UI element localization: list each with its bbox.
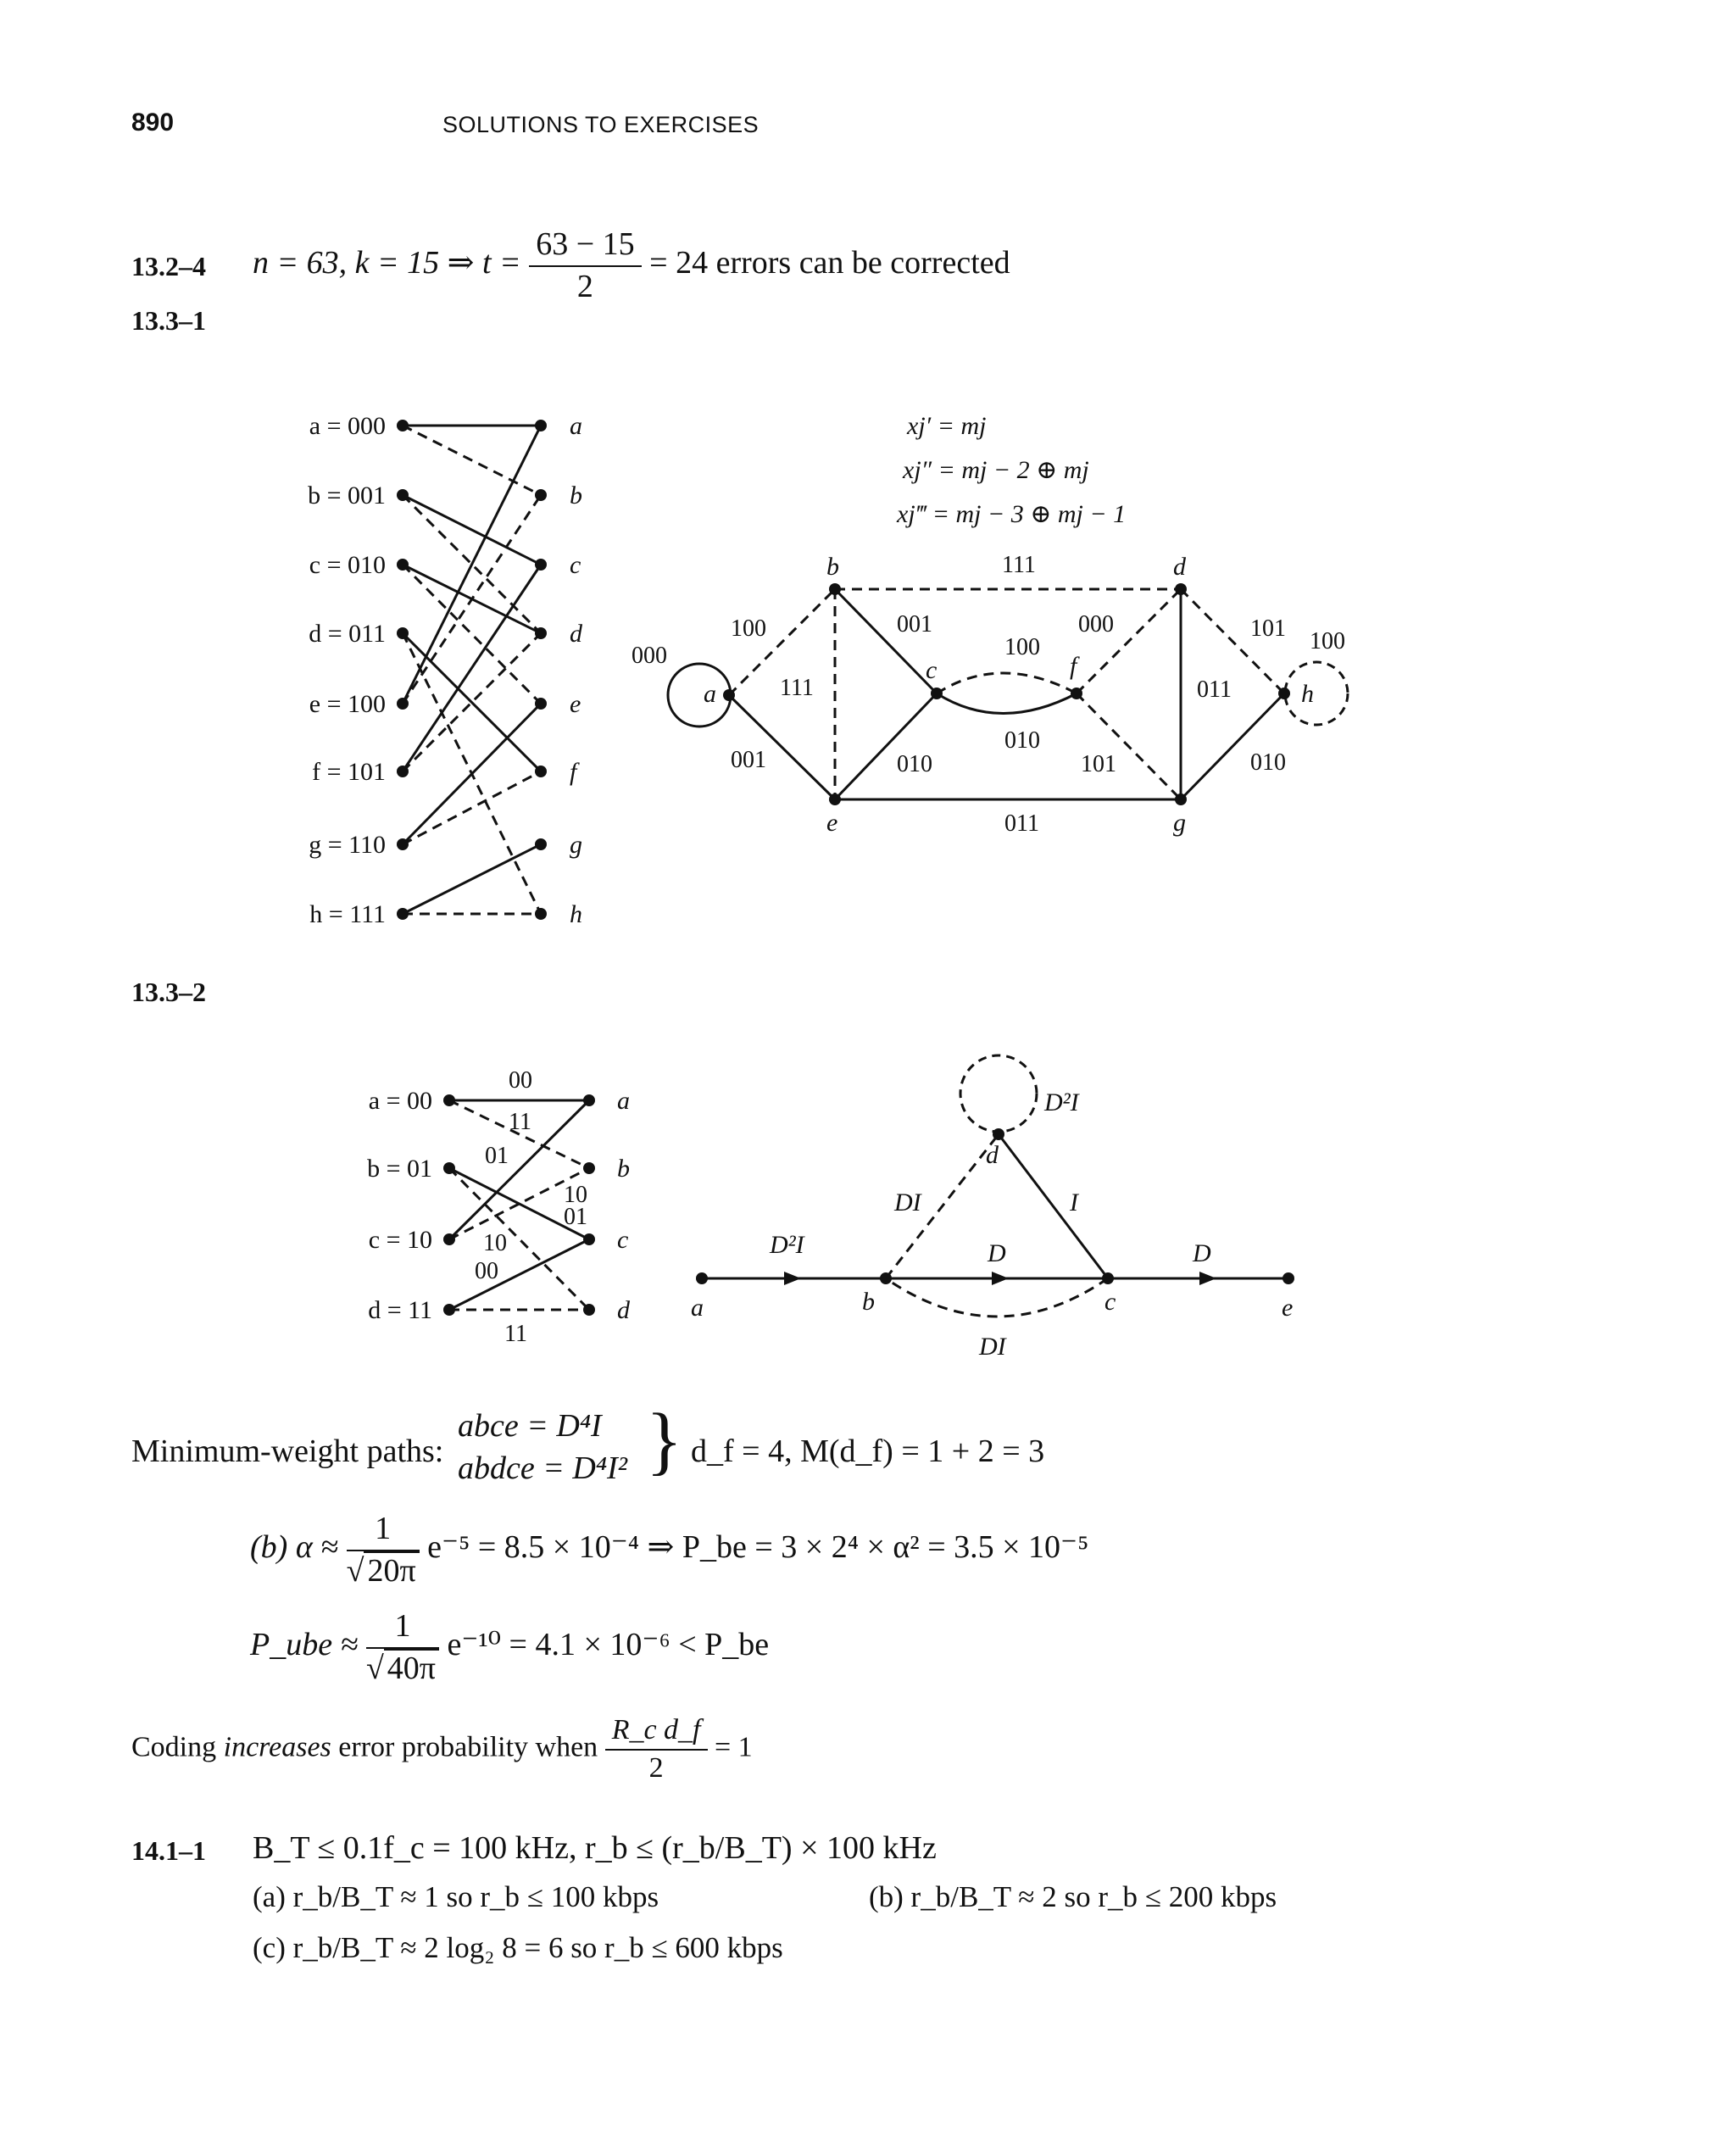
coding-text-2: increases xyxy=(223,1731,331,1763)
graph-edge-label: D xyxy=(1193,1239,1211,1267)
trellis-right-label: b xyxy=(617,1155,630,1183)
branch-label: 010 xyxy=(1250,749,1286,776)
part-b-equation xyxy=(250,1509,1088,1591)
trellis-left-label: h = 111 xyxy=(309,900,386,928)
trellis-branch xyxy=(449,1239,589,1310)
self-loop-d xyxy=(960,1055,1037,1132)
graph-edge-label: D xyxy=(988,1239,1006,1267)
trellis-left-label: d = 011 xyxy=(309,620,386,648)
trellis-left-label: c = 10 xyxy=(368,1226,432,1254)
state-node-label: c xyxy=(926,656,938,684)
graph-node-label: e xyxy=(1282,1294,1294,1322)
branch-label: 000 xyxy=(632,643,667,669)
trellis-right-label: b xyxy=(570,482,582,509)
min-weight-paths-intro: Minimum-weight paths: xyxy=(131,1434,444,1469)
branch-label: 111 xyxy=(1002,552,1036,578)
free-distance-result: d_f = 4, M(d_f) = 1 + 2 = 3 xyxy=(691,1434,1045,1469)
coding-text-3: error probability when xyxy=(338,1731,598,1763)
trellis-branch xyxy=(403,426,541,495)
fraction-numerator: R_c d_f xyxy=(605,1712,708,1751)
fraction-denominator: 2 xyxy=(576,268,593,304)
coding-rhs: = 1 xyxy=(715,1731,753,1763)
trellis-left-label: b = 01 xyxy=(367,1155,432,1183)
ex-14-1-1-part-b: (b) r_b/B_T ≈ 2 so r_b ≤ 200 kbps xyxy=(869,1880,1277,1913)
branch-label: 10 xyxy=(483,1230,507,1256)
trellis-right-label: e xyxy=(570,690,581,718)
trellis-branch xyxy=(403,633,541,914)
edge-f-d xyxy=(1077,589,1181,693)
coding-statement xyxy=(131,1712,753,1786)
fraction-denominator: √ 20π xyxy=(347,1551,420,1592)
graph-node-label: c xyxy=(1104,1288,1116,1316)
fraction-numerator: 1 xyxy=(347,1509,420,1551)
branch-label: 00 xyxy=(509,1067,532,1094)
edge-c-b xyxy=(886,1278,1108,1317)
trellis-left-label: g = 110 xyxy=(309,831,386,859)
graph-node-label: a xyxy=(691,1294,704,1322)
branch-label: 10 xyxy=(564,1182,587,1208)
branch-label: 100 xyxy=(731,615,766,642)
edge-c-f xyxy=(937,673,1077,693)
graph-node-label: b xyxy=(862,1288,875,1316)
trellis-branch xyxy=(403,771,541,844)
trellis-right-label: a xyxy=(617,1087,630,1115)
exercise-label-14-1-1: 14.1–1 xyxy=(131,1835,206,1866)
trellis-right-label: c xyxy=(617,1226,629,1254)
graph-node-label: d xyxy=(986,1141,999,1169)
state-node-label: f xyxy=(1070,652,1077,680)
state-node-label: g xyxy=(1173,809,1186,837)
path-2: abdce = D⁴I² xyxy=(458,1450,628,1486)
fraction-numerator: 1 xyxy=(366,1606,439,1649)
graph-edge-label: DI xyxy=(894,1189,921,1216)
state-node-label: d xyxy=(1173,553,1186,581)
running-title: SOLUTIONS TO EXERCISES xyxy=(442,112,760,137)
branch-label: 100 xyxy=(1004,634,1040,660)
edge-c-e xyxy=(835,693,937,799)
edge-d-c xyxy=(999,1134,1108,1278)
self-loop-h xyxy=(1285,662,1348,725)
brace: } xyxy=(646,1399,683,1483)
exercise-label-13-2-4: 13.2–4 xyxy=(131,251,206,281)
encoder-eq-3: xj‴ = mj − 3 ⊕ mj − 1 xyxy=(897,500,1127,528)
trellis-left-label: e = 100 xyxy=(309,690,386,718)
trellis-left-label: c = 010 xyxy=(309,551,386,579)
trellis-branch xyxy=(403,633,541,771)
alpha-fraction xyxy=(347,1509,420,1591)
branch-label: 01 xyxy=(564,1204,587,1230)
edge-f-g xyxy=(1077,693,1181,799)
p-ube-rest: e⁻¹⁰ = 4.1 × 10⁻⁶ < P_be xyxy=(447,1627,770,1663)
graph-edge-label: I xyxy=(1070,1189,1078,1216)
state-node-label: b xyxy=(826,553,839,581)
state-node-label: a xyxy=(704,680,716,708)
trellis-left-label: a = 000 xyxy=(309,412,386,440)
trellis-8-state xyxy=(403,426,541,914)
graph-edge-label: DI xyxy=(979,1333,1006,1361)
ex-14-1-1-part-c: (c) r_b/B_T ≈ 2 log₂ 8 = 6 so r_b ≤ 600 kbps xyxy=(253,1931,783,1964)
branch-label: 001 xyxy=(897,611,932,637)
trellis-right-label: g xyxy=(570,831,582,859)
part-b-rest: e⁻⁵ = 8.5 × 10⁻⁴ ⇒ P_be = 3 × 2⁴ × α² = 3.5 × 10⁻⁵ xyxy=(427,1529,1089,1566)
trellis-right-label: f xyxy=(570,758,577,786)
p-ube-fraction xyxy=(366,1606,439,1689)
branch-label: 11 xyxy=(504,1321,527,1347)
state-node-label: h xyxy=(1301,680,1314,708)
trellis-branch xyxy=(403,495,541,704)
p-ube-equation xyxy=(250,1606,769,1689)
branch-label: 001 xyxy=(731,747,766,773)
branch-label: 11 xyxy=(509,1109,531,1135)
exercise-label-13-3-2: 13.3–2 xyxy=(131,977,206,1007)
alpha-lhs: α ≈ xyxy=(295,1529,339,1566)
graph-edge-label: D²I xyxy=(1044,1088,1079,1116)
page-number: 890 xyxy=(131,109,175,136)
fraction-numerator: 63 − 15 xyxy=(529,225,641,267)
trellis-right-label: c xyxy=(570,551,581,579)
trellis-right-label: a xyxy=(570,412,582,440)
branch-label: 111 xyxy=(780,675,814,701)
edge-f-c xyxy=(937,693,1077,714)
trellis-branch xyxy=(403,565,541,771)
trellis-left-label: d = 11 xyxy=(368,1296,432,1324)
trellis-right-label: h xyxy=(570,900,582,928)
eq-lhs: n = 63, k = 15 ⇒ t = xyxy=(253,245,521,281)
coding-fraction xyxy=(605,1712,708,1786)
ex-14-1-1-part-a: (a) r_b/B_T ≈ 1 so r_b ≤ 100 kbps xyxy=(253,1880,659,1913)
trellis-branch xyxy=(403,495,541,565)
sqrt-radicand: 20π xyxy=(364,1551,419,1589)
fraction-denominator: √ 40π xyxy=(366,1649,439,1690)
branch-label: 101 xyxy=(1250,615,1286,642)
trellis-right-label: d xyxy=(617,1296,630,1324)
branch-label: 000 xyxy=(1078,611,1114,637)
branch-label: 101 xyxy=(1081,751,1116,777)
trellis-branch xyxy=(403,844,541,914)
branch-label: 011 xyxy=(1197,676,1232,703)
branch-label: 010 xyxy=(897,751,932,777)
p-ube-lhs: P_ube ≈ xyxy=(250,1627,359,1663)
edge-b-c xyxy=(835,589,937,693)
encoder-eq-2: xj″ = mj − 2 ⊕ mj xyxy=(903,456,1089,484)
sqrt-radicand: 40π xyxy=(384,1649,439,1686)
trellis-left-label: f = 101 xyxy=(312,758,386,786)
coding-text-1: Coding xyxy=(131,1731,217,1763)
trellis-left-label: a = 00 xyxy=(368,1087,432,1115)
part-b-label: (b) xyxy=(250,1529,288,1566)
trellis-branch xyxy=(403,565,541,704)
exercise-label-13-3-1: 13.3–1 xyxy=(131,305,206,336)
encoder-eq-1: xj′ = mj xyxy=(907,412,987,440)
branch-label: 01 xyxy=(485,1143,509,1169)
branch-label: 010 xyxy=(1004,727,1040,754)
state-diagram-8 xyxy=(668,589,1348,799)
trellis-left-label: b = 001 xyxy=(308,482,386,509)
branch-label: 011 xyxy=(1004,810,1039,837)
eq-rhs: = 24 errors can be corrected xyxy=(649,245,1010,281)
edge-h-g xyxy=(1181,693,1284,799)
ex-14-1-1-line-1: B_T ≤ 0.1f_c = 100 kHz, r_b ≤ (r_b/B_T) × 100 kHz xyxy=(253,1830,937,1866)
branch-label: 00 xyxy=(475,1258,498,1284)
path-1: abce = D⁴I xyxy=(458,1408,602,1444)
self-loop-a xyxy=(668,664,731,727)
trellis-right-label: d xyxy=(570,620,582,648)
branch-label: 100 xyxy=(1310,628,1345,654)
trellis-branch xyxy=(403,426,541,704)
fraction-denominator: 2 xyxy=(648,1751,664,1784)
state-node-label: e xyxy=(826,809,838,837)
graph-edge-label: D²I xyxy=(770,1231,804,1259)
